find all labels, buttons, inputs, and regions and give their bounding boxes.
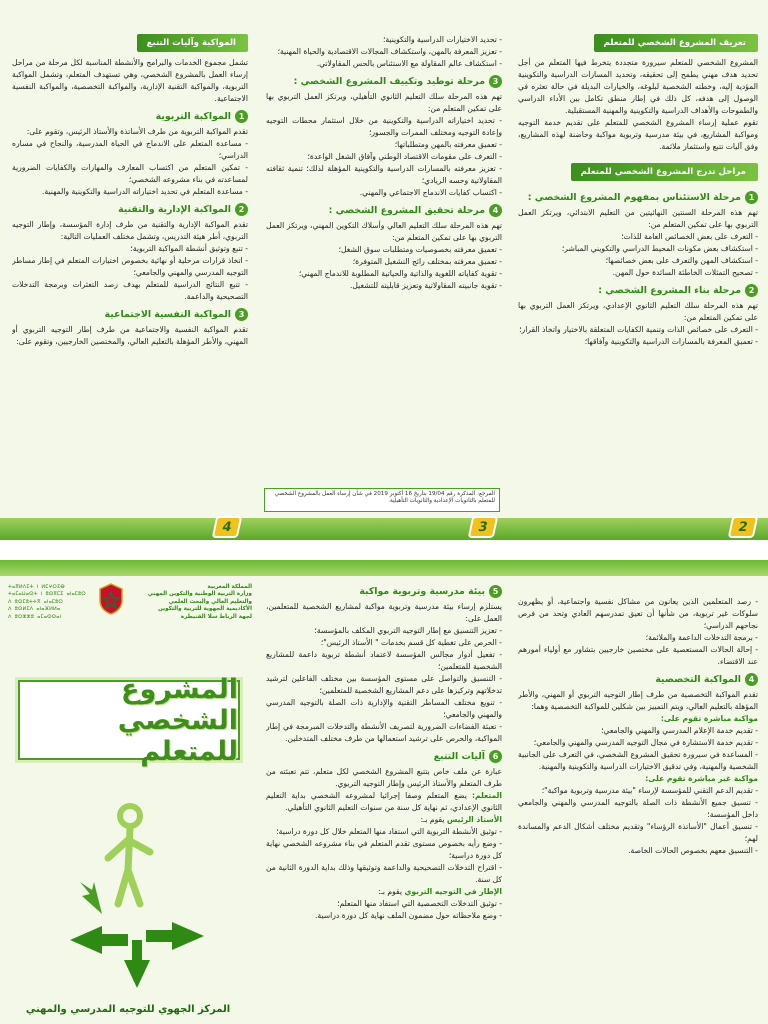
list-item: - تعميق المعرفة بالمسارات الدراسية والتكوينية وآفاقها؛	[518, 336, 758, 348]
list-item: - تنسيق جميع الأنشطة ذات الصلة بالتوجيه المدرسي والمهني والجامعي داخل المؤسسة؛	[518, 797, 758, 821]
ministry-arabic: المملكة المغربية وزارة التربية الوطنية والتكوين المهني والتعليم العالي والبحث العلمي الأكاديمية الجهوية للتربية والتكوين لجهة الرباط سلا القنيطرة	[147, 584, 252, 620]
list-item: - المساعدة في سيرورة تحقيق المشروع الشخصي، في التعرف على الجانبية الشخصية والمهنية، وفي تدقيق الاختيارات الدراسية والتكوينية والمهنية.	[518, 749, 758, 773]
learner-paragraph	[266, 790, 502, 814]
list-item: - برمجة التدخلات الداعمة والملائمة؛	[518, 632, 758, 644]
indirect-support-title: مواكبة غير مباشرة تقوم على:	[645, 774, 758, 783]
phase-3-heading	[266, 75, 502, 88]
list-item: - توثيق الأنشطة التربوية التي استفاد منها المتعلم خلال كل دورة دراسية؛	[266, 826, 502, 838]
phase-1-title: مرحلة الاستئناس بمفهوم المشروع الشخصي :	[527, 191, 741, 203]
moroccan-emblem-icon	[96, 582, 126, 616]
cover-title-box	[18, 673, 240, 767]
phase-2-list	[518, 324, 758, 348]
cover-bottom-title: المركز الجهوي للتوجيه المدرسي والمهني	[25, 1004, 231, 1015]
indirect-support-list	[518, 785, 758, 857]
support-6-number: 6	[489, 750, 502, 763]
list-item: - تتبع النتائج الدراسية للمتعلم بهدف رصد التعثرات وبرمجة التدخلات التصحيحية والداعمة.	[12, 279, 248, 303]
list-item: - رصد المتعلمين الذين يعانون من مشاكل نفسية واجتماعية، أو يظهرون سلوكات غير تربوية، من شأنها أن تعيق تمدرسهم العادي وتحد من فرص نجاحهم الدراسي؛	[518, 596, 758, 632]
support-3-number: 3	[235, 308, 248, 321]
phase-1-list	[518, 231, 758, 279]
ministry-tifinagh: ⵜⴰⴳⵍⴷⵉⵜ ⵏ ⵍⵎⵖⵔⵉⴱ ⵜⴰⵎⴰⵡⴰⵙⵜ ⵏ ⵓⵙⴳⵎⵉ ⴰⵏⴰⵎⵓⵔ ⴷ ⵓⵙⵎⵓⵜⵜⴳ ⴰⵏⴰⵎⵓⵔ ⴷ ⵓⵙⵍⵎⴷ ⴰⵏⴰⴼⵍⵍⴰ ⴷ ⵓⵔⵣⵣⵓ ⴰⵎⴰⵙⵙⴰⵏ	[8, 584, 86, 620]
page-number-2: 2	[728, 516, 759, 538]
head-teacher-heading	[266, 814, 502, 826]
list-item: - التعرف على بعض الخصائص العامة للذات؛	[518, 231, 758, 243]
support-3-title: المواكبة النفسية الاجتماعية	[104, 308, 231, 320]
phase-1-intro: تهم هذه المرحلة السنتين النهائيتين من التعليم الابتدائي، ويرتكز العمل التربوي بها على تمكين المتعلم من:	[518, 208, 758, 229]
phase-2-intro: تهم هذه المرحلة سلك التعليم الثانوي الإعدادي، ويرتكز العمل التربوي بها على تمكين المتعلم من:	[518, 301, 758, 322]
section-tag-support: المواكبة وآليات التتبع	[137, 34, 248, 52]
support-1-heading	[12, 110, 248, 123]
support-5-heading	[266, 585, 502, 598]
list-item: - اتخاذ قرارات مرحلية أو نهائية بخصوص اختيارات المتعلم في إطار مساطر التوجيه المدرسي والمهني والجامعي؛	[12, 255, 248, 279]
list-item: - تعزيز التنسيق مع إطار التوجيه التربوي المكلف بالمؤسسة؛	[266, 625, 502, 637]
support-4-title: المواكبة التخصصية	[655, 673, 741, 685]
support-1-title: المواكبة التربوية	[155, 110, 231, 122]
panel-6	[266, 580, 502, 1024]
panel-2	[518, 34, 758, 514]
reference-note: المرجع: المذكرة رقم 19/04 بتاريخ 16 أكتوبر 2019 في شأن إرساء العمل بالمشروع الشخصي للمتعلم بالثانويات الإعدادية والثانويات التأهيلية.	[264, 488, 500, 512]
guidance-list	[266, 898, 502, 922]
list-item: - تقوية جانبيته المقاولاتية وتعزيز قابليته للتشغيل.	[266, 280, 502, 292]
list-item: - تعزيز المعرفة بالمهن، واستكشاف المجالات الاقتصادية والحياة المهنية؛	[266, 46, 502, 58]
phase-2-number: 2	[745, 284, 758, 297]
phase-3-intro: تهم هذه المرحلة سلك التعليم الثانوي التأهيلي، ويرتكز العمل التربوي بها على تمكين المتعلم من:	[266, 92, 502, 113]
phase-3-number: 3	[489, 75, 502, 88]
definition-text: المشروع الشخصي للمتعلم سيرورة متجددة يتخرط فيها المتعلم من أجل تحديد هدف مهني يطمح إلى تحقيقه، وتحديد المسارات الدراسية والتكوينية المؤدية إليه، وخطته الشخصية لبلوغه، والخيارات البديلة في حالة تعثره في الوصول إلى هدفه، كل ذلك في إطار منطق تكامل بين الأداء الدراسي والطموحات والأهداف الدراسية والتكوينية والمهنية المستقبلية.	[518, 58, 758, 115]
direct-support-title: مواكبة مباشرة تقوم على:	[660, 714, 758, 723]
support-2-intro: تقدم المواكبة الإدارية والتقنية من طرف إدارة المؤسسة، وإطار التوجيه التربوي، أطر هيئة التدريس، وتشمل مختلف العمليات التالية:	[12, 220, 248, 241]
list-item: - تعميق معرفته بخصوصيات ومتطلبات سوق الشغل؛	[266, 244, 502, 256]
support-1-list	[12, 138, 248, 198]
list-item: - تعبئة الفضاءات الضرورية لتصريف الأنشطة والتدخلات المبرمجة في إطار المواكبة، والحرص على ترشيد استعمالها من طرف مختلف المتدخلين.	[266, 721, 502, 745]
page-number-4: 4	[212, 516, 243, 538]
support-1-number: 1	[235, 110, 248, 123]
support-6-intro: عبارة عن ملف خاص بتتبع المشروع الشخصي لكل متعلم، تتم تعبئته من طرف المتعلم والأستاذ الرئيس وإطار التوجيه التربوي.	[266, 767, 502, 788]
list-item: - تقديم الدعم التقني للمؤسسة لإرساء "بيئة مدرسية وتربوية مواكبة"؛	[518, 785, 758, 797]
list-item: - تعميق معرفته بالمهن ومتطلباتها؛	[266, 139, 502, 151]
panel-4	[12, 34, 248, 510]
list-item: - تحديد اختياراته الدراسية والتكوينية من خلال استثمار محطات التوجيه وإعادة التوجيه ومختلف الممرات والجسور؛	[266, 115, 502, 139]
list-item: - تقديم خدمة الاستشارة في مجال التوجيه المدرسي والمهني والجامعي؛	[518, 737, 758, 749]
list-item: - تحديد الاختيارات الدراسية والتكوينية؛	[266, 34, 502, 46]
phase-3-list	[266, 115, 502, 199]
head-teacher-list	[266, 826, 502, 886]
list-item: - تفعيل أدوار مجالس المؤسسة لاعتماد أنشطة تربوية داعمة للمشاريع الشخصية للمتعلمين؛	[266, 649, 502, 673]
support-1-intro: تقدم المواكبة التربوية من طرف الأساتذة والأستاذ الرئيس، وتقوم على:	[26, 127, 248, 136]
phase-1-number: 1	[745, 191, 758, 204]
list-item: - التنسيق والتواصل على مستوى المؤسسة بين مختلف الفاعلين لترشيد تدخلاتهم وتركيزها على دعم المشاريع الشخصية للمتعلمين؛	[266, 673, 502, 697]
support-2-heading	[12, 203, 248, 216]
list-item: - تمكين المتعلم من اكتساب المعارف والمهارات والكفايات الضرورية لمساعدته في بناء مشروعه الشخصي؛	[12, 162, 248, 186]
support-3-list	[518, 596, 758, 668]
list-item: - الحرص على تغطية كل قسم بخدمات " الأستاذ الرئيس"؛	[266, 637, 502, 649]
top-spread-footer-stripe	[0, 518, 768, 540]
support-5-list	[266, 625, 502, 745]
list-item: - توثيق التدخلات التخصصية التي استفاد منها المتعلم؛	[266, 898, 502, 910]
phase-4-intro: تهم هذه المرحلة سلك التعليم العالي وأسلاك التكوين المهني، ويرتكز العمل التربوي بها على تمكين المتعلم من:	[266, 221, 502, 242]
support-4-heading	[518, 673, 758, 686]
support-intro: تشمل مجموع الخدمات والبرامج والأنشطة المناسبة لكل مرحلة من مراحل إرساء العمل بالمشروع الشخصي، وهي تستهدف المتعلم، وتشمل المواكبة التربوية، والمواكبة التقنية الإدارية، والمواكبة التخصصية، والمواكبة النفسية الاجتماعية.	[12, 58, 248, 103]
support-2-number: 2	[235, 203, 248, 216]
list-item: - التعرف على مقومات الاقتصاد الوطني وآفاق الشغل الواعدة؛	[266, 151, 502, 163]
bottom-spread-header-stripe	[0, 560, 768, 576]
support-2-title: المواكبة الإدارية والتقنية	[118, 203, 231, 215]
support-5-number: 5	[489, 585, 502, 598]
phase-4-number: 4	[489, 204, 502, 217]
list-item: - اكتساب كفايات الاندماج الاجتماعي والمهني.	[266, 187, 502, 199]
definition-text-2: تقوم عملية إرساء المشروع الشخصي للمتعلم على تقديم خدمة التوجيه ومواكبة المشاريع، في بيئة مدرسية وتربوية مواكبة وحاضنة لهذه المشاريع، وفق آليات تتبع واستثمار ملائمة.	[518, 118, 758, 151]
cover-title: المشروع الشخصي للمتعلم	[117, 673, 238, 767]
list-item: - التعرف على خصائص الذات وتنمية الكفايات المتعلقة بالاختيار واتخاذ القرار؛	[518, 324, 758, 336]
list-item: - تعزيز معرفته بالمسارات الدراسية والتكوينية المؤهلة لذلك؛ تنمية ثقافته المقاولاتية وحسه الريادي؛	[266, 163, 502, 187]
support-3-heading	[12, 308, 248, 321]
list-item: - اقتراح التدخلات التصحيحية والداعمة وتوثيقها وذلك بداية الدورة الثانية من كل سنة.	[266, 862, 502, 886]
head-teacher-label: الأستاذ الرئيس	[446, 815, 502, 824]
phase-2-continued-list	[266, 34, 502, 70]
support-5-title: بيئة مدرسية وتربوية مواكبة	[359, 585, 485, 597]
phase-3-title: مرحلة توطيد وتكييف المشروع الشخصي :	[293, 75, 485, 87]
phase-4-heading	[266, 204, 502, 217]
list-item: - تصحيح التمثلات الخاطئة السائدة حول المهن.	[518, 267, 758, 279]
support-4-number: 4	[745, 673, 758, 686]
support-3-intro: تقدم المواكبة النفسية والاجتماعية من طرف إطار التوجيه التربوي أو المهني، والأطر المؤهلة بالتعليم العالي، والمختصين الخارجيين، وتقوم على:	[12, 325, 248, 346]
guidance-label: الإطار في التوجيه التربوي	[404, 887, 502, 896]
list-item: - وضع ملاحظاته حول مضمون الملف نهاية كل دورة دراسية.	[266, 910, 502, 922]
list-item: - استكشاف عالم المقاولة مع الاستئناس بالحس المقاولاتي.	[266, 58, 502, 70]
phase-2-title: مرحلة بناء المشروع الشخصي :	[598, 284, 741, 296]
list-item: - تقديم خدمة الإعلام المدرسي والمهني والجامعي؛	[518, 725, 758, 737]
panel-3	[266, 34, 502, 484]
list-item: - تنويع مختلف المساطر التقنية والإدارية ذات الصلة بالتوجيه المدرسي والمهني والجامعي؛	[266, 697, 502, 721]
direct-support-list	[518, 725, 758, 773]
list-item: - تقوية كفاياته اللغوية والذاتية والحياتية المطلوبة للاندماج المهني؛	[266, 268, 502, 280]
list-item: - تنسيق أعمال "الأساتذة الرؤساء" وتقديم مختلف أشكال الدعم والمساندة لهم؛	[518, 821, 758, 845]
support-6-title: آليات التتبع	[433, 750, 485, 762]
head-teacher-suffix: يقوم بـ:	[420, 815, 445, 824]
phase-2-heading	[518, 284, 758, 297]
support-6-heading	[266, 750, 502, 763]
guidance-suffix: يقوم بـ:	[378, 887, 403, 896]
page-number-3: 3	[468, 516, 499, 538]
support-4-intro: تقدم المواكبة التخصصية من طرف إطار التوجيه التربوي أو المهني، والأطر المؤهلة بالتعليم العالي، ويتم التمييز بين شكلين للمواكبة التخصصية وهما:	[518, 690, 758, 711]
list-item: - إحالة الحالات المستعصية على مختصين خارجيين بتشاور مع أولياء أمورهم عند الاقتضاء.	[518, 644, 758, 668]
list-item: - استكشاف المهن والتعرف على بعض خصائصها؛	[518, 255, 758, 267]
phase-4-title: مرحلة تحقيق المشروع الشخصي :	[328, 204, 485, 216]
list-item: - استكشاف بعض مكونات المحيط الدراسي والتكويني المباشر؛	[518, 243, 758, 255]
list-item: - وضع رأيه بخصوص مستوى تقدم المتعلم في بناء مشروعه الشخصي نهاية كل دورة دراسية؛	[266, 838, 502, 862]
panel-5	[518, 596, 758, 1024]
person-crossroads-illustration-icon	[62, 800, 212, 990]
list-item: - تتبع وتوثيق أنشطة المواكبة التربوية؛	[12, 243, 248, 255]
phase-4-list	[266, 244, 502, 292]
support-2-list	[12, 243, 248, 303]
spread-divider	[0, 540, 768, 560]
list-item: - تعميق معرفته بمختلف رائج التشغيل المتوفرة؛	[266, 256, 502, 268]
section-tag-definition: تعريف المشروع الشخصي للمتعلم	[594, 34, 758, 52]
learner-text: يضع المتعلم وصفا إجرائيا لمشروعه الشخصي بداية التعليم الثانوي الإعدادي، ثم نهاية كل سنة من سنوات التعليم الثانوي التأهيلي.	[266, 791, 502, 812]
list-item: - التنسيق معهم بخصوص الحالات الخاصة.	[518, 845, 758, 857]
list-item: - مساعدة المتعلم على الاندماج في الحياة المدرسية، والنجاح في مساره الدراسي؛	[12, 138, 248, 162]
phase-1-heading	[518, 191, 758, 204]
learner-label: المتعلم:	[471, 791, 502, 800]
guidance-heading	[266, 886, 502, 898]
list-item: - مساعدة المتعلم في تحديد اختياراته الدراسية والتكوينية والمهنية.	[12, 186, 248, 198]
support-5-intro: يستلزم إرساء بيئة مدرسية وتربوية مواكبة لمشاريع الشخصية للمتعلمين، العمل على:	[266, 602, 502, 623]
section-tag-phases: مراحل تدرج المشروع الشخصي للمتعلم	[571, 163, 758, 181]
